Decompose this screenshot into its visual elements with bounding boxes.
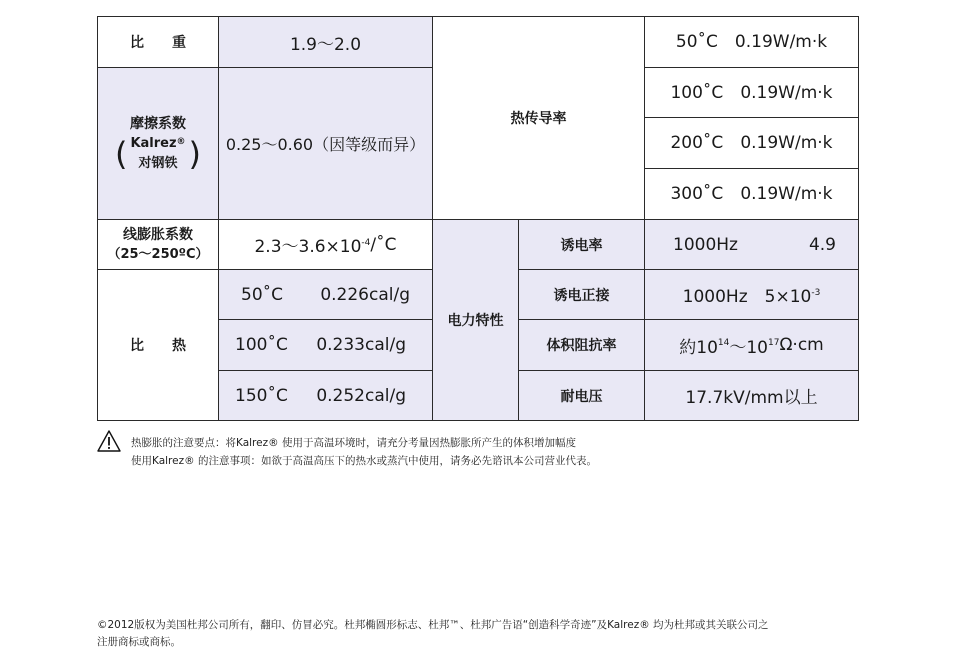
thermal-row: 200˚C 0.19W/m·k <box>644 117 859 169</box>
specific-gravity-label: 比 重 <box>97 16 219 68</box>
thermal-conductivity-label: 热传导率 <box>432 16 645 220</box>
electrical-properties-label: 电力特性 <box>432 219 519 421</box>
linear-expansion-value: 2.3～3.6×10 $^{-4}$ /˚C <box>218 219 433 270</box>
copyright-line-2: 注册商标或商标。 <box>97 636 181 648</box>
specific-heat-row: 50˚C 0.226cal/g <box>218 269 433 320</box>
properties-table <box>97 16 859 421</box>
warning-icon <box>97 430 121 452</box>
left-paren: ( <box>114 134 128 173</box>
copyright-line: ©2012版权为美国杜邦公司所有，翻印、仿冒必究。杜邦椭圆形标志、杜邦™、杜邦广告语“创造科学奇迹”及Kalrez® 均为杜邦或其关联公司之 <box>97 619 769 631</box>
thermal-row: 100˚C 0.19W/m·k <box>644 67 859 118</box>
friction-sub-label: ( Kalrez® 对钢铁 ) <box>114 134 202 173</box>
linear-expansion-label: 线膨胀系数 （25～250ºC） <box>97 219 219 270</box>
thermal-row: 50˚C 0.19W/m·k <box>644 16 859 68</box>
specific-heat-row: 150˚C 0.252cal/g <box>218 370 433 421</box>
thermal-expansion-note: 热膨胀的注意要点：将Kalrez® 使用于高温环境时，请充分考量因热膨胀所产生的体积增加幅度 <box>131 437 576 449</box>
usage-note: 使用Kalrez® 的注意事项：如欲于高温高压下的热水或蒸汽中使用，请务必先谘讯本公司营业代表。 <box>131 455 597 467</box>
right-paren: ) <box>188 134 202 173</box>
dielectric-tangent-value: 1000Hz 5×10 $^{-3}$ <box>644 269 859 320</box>
dielectric-constant-label: 诱电率 <box>518 219 645 270</box>
thermal-row: 300˚C 0.19W/m·k <box>644 168 859 220</box>
specific-heat-row: 100˚C 0.233cal/g <box>218 319 433 371</box>
breakdown-voltage-value: 17.7kV/mm以上 <box>644 370 859 421</box>
volume-resistivity-value: 約10 $^{14}$ ～10 $^{17}$ Ω·cm <box>644 319 859 371</box>
breakdown-voltage-label: 耐电压 <box>518 370 645 421</box>
volume-resistivity-label: 体积阻抗率 <box>518 319 645 371</box>
friction-coefficient-value: 0.25～0.60（因等级而异） <box>218 67 433 220</box>
specific-gravity-value: 1.9～2.0 <box>218 16 433 68</box>
specific-heat-label: 比 热 <box>97 269 219 421</box>
friction-coefficient-label: 摩擦系数 ( Kalrez® 对钢铁 ) <box>97 67 219 220</box>
dielectric-tangent-label: 诱电正接 <box>518 269 645 320</box>
dielectric-constant-value: 1000Hz 4.9 <box>644 219 859 270</box>
